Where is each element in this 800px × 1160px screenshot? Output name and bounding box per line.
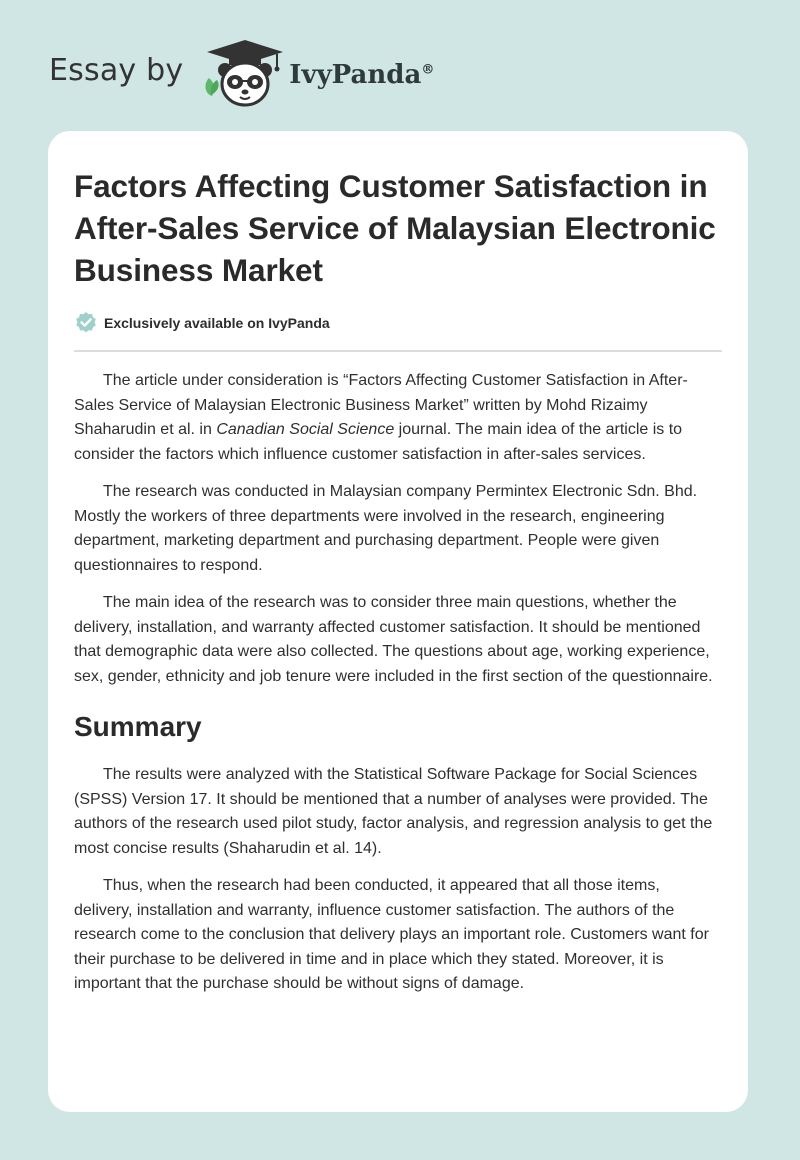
journal-name: Canadian Social Science xyxy=(216,421,395,438)
panda-graduate-icon xyxy=(195,38,287,108)
essay-card xyxy=(48,131,748,1112)
check-badge-icon xyxy=(74,311,98,335)
summary-heading: Summary xyxy=(74,711,202,742)
paragraph: Thus, when the research had been conducted, it appeared that all those items, delivery, installation and warranty, influence customer satisfaction. The authors of the research come to the conclusion that delivery plays an important role. Customers want for their purchase to be delivered in time and in place which they stated. Moreover, it is important that the purchase should be without signs of damage. xyxy=(74,877,709,992)
paragraph: The research was conducted in Malaysian company Permintex Electronic Sdn. Bhd. Mostly the workers of three departments were involved in the research, engineering department, marketing department and purchasing department. People were given questionnaires to respond. xyxy=(74,483,698,574)
brand-prefix: Essay by xyxy=(49,52,184,88)
exclusive-label: Exclusively available on IvyPanda xyxy=(104,315,330,331)
brand-header[interactable] xyxy=(49,38,434,108)
paragraph: The article under consideration is “Factors Affecting Customer Satisfaction in After-Sales Service of Malaysian Electronic Business Market” written by Mohd Rizaimy Shaharudin et al. in Canadian Social Science journal. The main idea of the article is to consider the factors which influence customer satisfaction in after-sales services. xyxy=(74,372,688,463)
brand-name: IvyPanda® xyxy=(289,60,435,90)
paragraph: The results were analyzed with the Statistical Software Package for Social Sciences (SPSS) Version 17. It should be mentioned that a number of analyses were provided. The authors of the research used pilot study, factor analysis, and regression analysis to get the most concise results (Shaharudin et al. 14). xyxy=(74,766,713,857)
essay-body xyxy=(74,369,722,997)
paragraph: The main idea of the research was to consider three main questions, whether the delivery, installation, and warranty affected customer satisfaction. It should be mentioned that demographic data were also collected. The questions about age, working experience, sex, gender, ethnicity and job tenure were included in the first section of the questionnaire. xyxy=(74,594,713,685)
essay-title: Factors Affecting Customer Satisfaction in After-Sales Service of Malaysian Electronic Business Market xyxy=(74,168,716,288)
divider xyxy=(74,350,722,352)
exclusive-badge xyxy=(74,311,722,335)
